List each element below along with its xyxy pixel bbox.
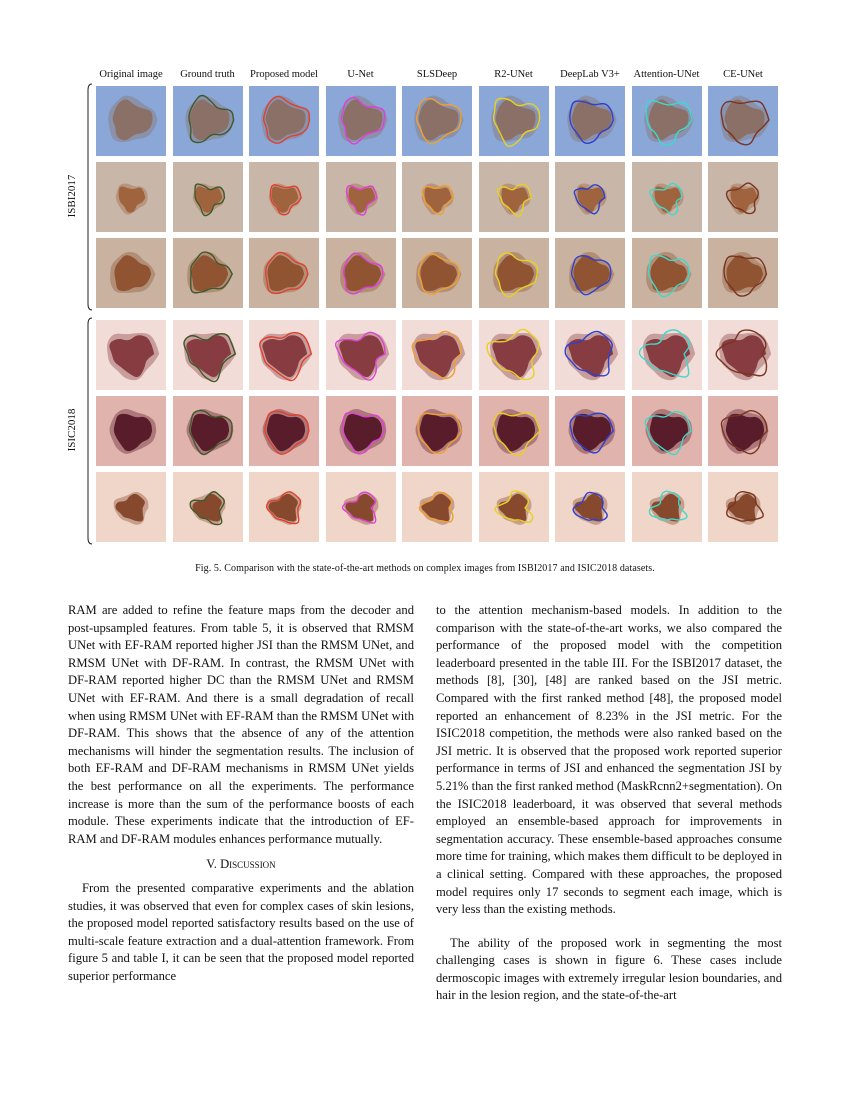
segmentation-tile <box>326 396 396 466</box>
segmentation-tile <box>96 472 166 542</box>
segmentation-tile <box>173 396 243 466</box>
segmentation-tile <box>479 396 549 466</box>
segmentation-tile <box>249 162 319 232</box>
segmentation-tile <box>326 162 396 232</box>
segmentation-tile <box>708 396 778 466</box>
segmentation-tile <box>479 238 549 308</box>
segmentation-tile <box>96 238 166 308</box>
segmentation-tile <box>479 320 549 390</box>
segmentation-tile <box>96 162 166 232</box>
segmentation-tile <box>173 472 243 542</box>
section-title: Discussion <box>220 857 276 872</box>
figure-caption: Fig. 5. Comparison with the state-of-the-art methods on complex images from ISBI2017 and ISIC2018 datasets. <box>195 563 655 574</box>
group-brace <box>88 318 92 544</box>
right-paragraph-1: to the attention mechanism-based models. In addition to the comparison with the state-of-the-art works, we also compared the performance of the proposed model with the competition leaderboard presented in the table III. For the ISBI2017 dataset, the methods [8], [30], [48] are ranked based on the JSI metric. Compared with the first ranked method [48], the proposed model reported an enhancement of 8.23% in the JSI metric. For the ISIC2018 competition, the methods were also ranked based on the JSI metric. It is observed that the proposed work reported superior performance in terms of JSI and enhanced the segmentation JSI by 5.21% than the first ranked method (MaskRcnn2+segmentation). On the ISIC2018 leaderboard, it was observed that several methods employed an ensemble-based approach for improvements in segmentation accuracy. These ensemble-based approaches consume more time for training, which makes them difficult to be deployed in a clinical setting. Compared with these approaches, the proposed model requires only 17 seconds to segment each image, which is very less than the existing methods. <box>436 603 783 917</box>
segmentation-tile <box>555 320 625 390</box>
segmentation-tile <box>326 238 396 308</box>
column-header: Original image <box>99 69 163 80</box>
segmentation-tile <box>96 396 166 466</box>
segmentation-tile <box>632 238 702 308</box>
segmentation-tile <box>555 162 625 232</box>
segmentation-tile <box>249 396 319 466</box>
segmentation-tile <box>402 238 472 308</box>
segmentation-tile <box>326 86 396 156</box>
segmentation-tile <box>555 238 625 308</box>
segmentation-tile <box>249 86 319 156</box>
segmentation-tile <box>708 238 778 308</box>
segmentation-tile <box>555 396 625 466</box>
segmentation-tile <box>173 162 243 232</box>
segmentation-tile <box>96 86 166 156</box>
left-paragraph-1: RAM are added to refine the feature maps from the decoder and post-upsampled features. From table 5, it is observed that RMSM UNet with EF-RAM reported higher JSI than the RMSM UNet, and RMSM UNet with DF-RAM. In contrast, the RMSM UNet with DF-RAM reported higher DC than the RMSM UNet and RMSM UNet with EF-RAM. And there is a small degradation of recall when using RMSM UNet with EF-RAM than the RMSM UNet with DF-RAM. This shows that the absence of any of the attention mechanisms will hinder the segmentation results. The inclusion of both EF-RAM and DF-RAM mechanisms in RMSM UNet yields the best performance on all the experiments. The performance increase is more than the sum of the performance boosts of each module. These experiments indicate that the introduction of EF-RAM and DF-RAM modules enhances performance mutually. <box>68 603 414 846</box>
group-brace <box>88 84 92 310</box>
segmentation-tile <box>326 472 396 542</box>
left-column <box>68 602 414 985</box>
segmentation-tile <box>479 162 549 232</box>
column-header: CE-UNet <box>723 69 763 80</box>
right-column <box>436 602 782 1005</box>
segmentation-tile <box>708 86 778 156</box>
segmentation-tile <box>402 162 472 232</box>
column-header: Attention-UNet <box>633 69 700 80</box>
segmentation-tile <box>402 472 472 542</box>
segmentation-tile <box>402 396 472 466</box>
segmentation-tile <box>249 238 319 308</box>
segmentation-tile <box>632 472 702 542</box>
segmentation-tile <box>402 320 472 390</box>
section-number: V. <box>206 857 217 872</box>
segmentation-tile <box>173 320 243 390</box>
dataset-label: ISBI2017 <box>66 174 78 218</box>
segmentation-tile <box>173 238 243 308</box>
column-header: U-Net <box>347 69 374 80</box>
column-header: SLSDeep <box>416 69 458 80</box>
segmentation-tile <box>96 320 166 390</box>
segmentation-tile <box>632 162 702 232</box>
segmentation-tile <box>479 86 549 156</box>
segmentation-tile <box>708 320 778 390</box>
section-heading <box>68 856 414 874</box>
segmentation-tile <box>708 162 778 232</box>
segmentation-tile <box>479 472 549 542</box>
segmentation-tile <box>632 320 702 390</box>
segmentation-tile <box>173 86 243 156</box>
segmentation-tile <box>632 396 702 466</box>
segmentation-tile <box>249 320 319 390</box>
column-header: Proposed model <box>250 69 318 80</box>
segmentation-tile <box>555 86 625 156</box>
segmentation-tile <box>708 472 778 542</box>
segmentation-tile <box>326 320 396 390</box>
segmentation-tile <box>402 86 472 156</box>
column-header: DeepLab V3+ <box>560 69 620 80</box>
segmentation-tile <box>249 472 319 542</box>
segmentation-tile <box>555 472 625 542</box>
column-header: R2-UNet <box>494 69 533 80</box>
segmentation-tile <box>632 86 702 156</box>
left-paragraph-2: From the presented comparative experiments and the ablation studies, it was observed that even for complex cases of skin lesions, the proposed model reported satisfactory results based on the use of multi-scale feature extraction and a dual-attention framework. From figure 5 and table I, it can be seen that the proposed model reported superior performance <box>68 880 414 983</box>
dataset-label: ISIC2018 <box>66 408 78 452</box>
column-header: Ground truth <box>180 69 235 80</box>
right-paragraph-2: The ability of the proposed work in segmenting the most challenging cases is shown in figure 6. These cases include dermoscopic images with extremely irregular lesion boundaries, and hair in the lesion region, and the state-of-the-art <box>436 935 782 1003</box>
